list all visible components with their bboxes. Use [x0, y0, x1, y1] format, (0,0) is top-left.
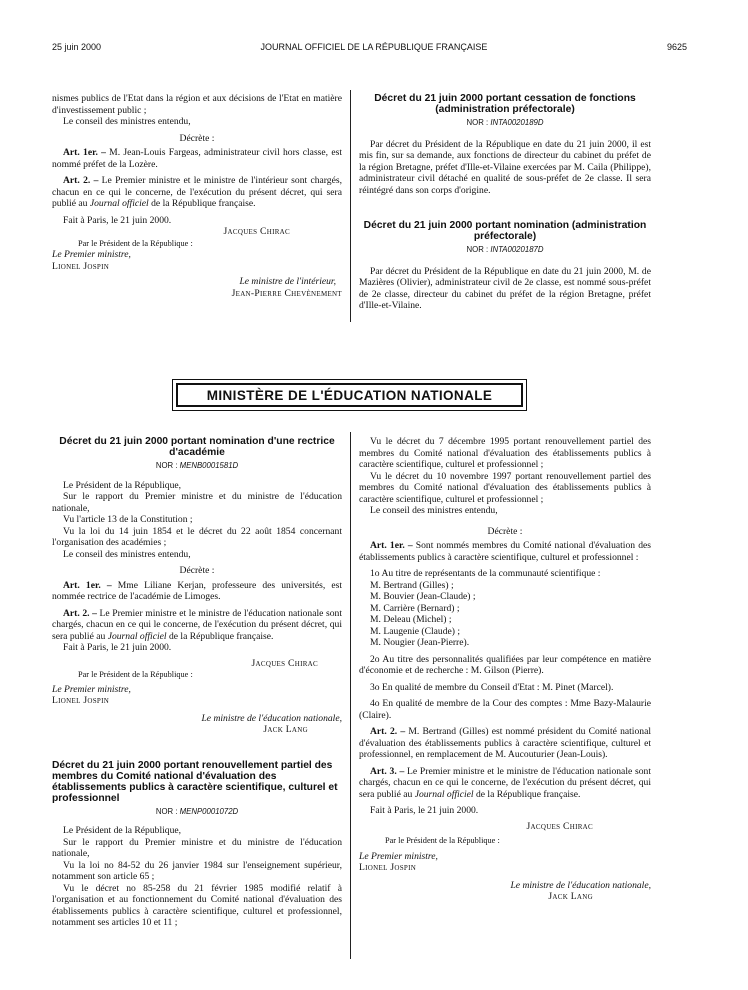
member-item: M. Carrière (Bernard) ;: [370, 602, 460, 614]
paragraph: Le conseil des ministres entendu,: [63, 116, 191, 127]
minister-title: Le ministre de l'éducation nationale,: [201, 712, 342, 724]
ministry-banner-title: MINISTÈRE DE L'ÉDUCATION NATIONALE: [176, 383, 523, 407]
bottom-left-column: [52, 436, 342, 929]
signer-president: Jacques Chirac: [223, 226, 290, 237]
decree-title: Décret du 21 juin 2000 portant renouvellement partiel des membres du Comité national d'évaluation des établissements publics à caractère scientifique, culturel et professionnel: [52, 759, 338, 804]
decree-title: Décret du 21 juin 2000 portant nomination (administration préfectorale): [363, 220, 647, 242]
decree-title: Décret du 21 juin 2000 portant cessation de fonctions (administration préfectorale): [374, 93, 636, 115]
nor-reference: NOR : MENB0001581D: [155, 461, 239, 470]
article-2: Art. 2. – Le Premier ministre et le ministre de l'intérieur sont chargés, chacun en ce qui le concerne, de l'exécution du présent décret, qui sera publié au Journal officiel de la République française.: [52, 175, 342, 209]
minister-title: Le ministre de l'éducation nationale,: [510, 879, 651, 891]
signer-president: Jacques Chirac: [526, 820, 593, 832]
nor-reference: NOR : INTA0020189D: [466, 118, 544, 127]
ministry-banner: [172, 379, 527, 411]
pm-name: Lionel Jospin: [359, 862, 417, 873]
signature-date: Fait à Paris, le 21 juin 2000.: [63, 642, 172, 653]
paragraph: Vu le décret du 10 novembre 1997 portant renouvellement partiel des membres du Comité national d'évaluation des établissements publics à caractère scientifique, culturel et professionnel ;: [359, 470, 651, 505]
signature-date: Fait à Paris, le 21 juin 2000.: [370, 805, 479, 816]
paragraph: Vu le décret no 85-258 du 21 février 1985 modifié relatif à l'organisation et au fonctionnement du Comité national d'évaluation des établissements publics à caractère scientifique, culturel et professionnel, notamment ses articles 10 et 11 ;: [52, 882, 342, 928]
bottom-right-column: [359, 436, 651, 903]
member-item: M. Deleau (Michel) ;: [370, 614, 452, 625]
category-3: 3o En qualité de membre du Conseil d'Etat : M. Pinet (Marcel).: [370, 681, 614, 693]
pm-name: Lionel Jospin: [52, 695, 110, 706]
signature-date: Fait à Paris, le 21 juin 2000.: [63, 214, 172, 226]
header-date: 25 juin 2000: [52, 42, 102, 52]
minister-name: Jean-Pierre Chevènement: [231, 287, 342, 299]
paragraph: Le conseil des ministres entendu,: [63, 548, 191, 560]
decrete-heading: Décrète :: [179, 565, 215, 576]
member-item: M. Laugenie (Claude) ;: [370, 625, 461, 637]
article-1: Art. 1er. – Mme Liliane Kerjan, professeure des universités, est nommée rectrice de l'académie de Limoges.: [52, 579, 342, 602]
nor-reference: NOR : INTA0020187D: [466, 245, 544, 254]
category-1: 1o Au titre de représentants de la communauté scientifique :: [370, 568, 601, 579]
paragraph: Le Président de la République,: [63, 825, 182, 836]
article-3: Art. 3. – Le Premier ministre et le ministre de l'éducation nationale sont chargés, chacun en ce qui le concerne, de l'exécution du présent décret, qui sera publié au Journal officiel de la République française.: [359, 765, 651, 800]
pm-title: Le Premier ministre,: [359, 850, 438, 862]
member-item: M. Bertrand (Gilles) ;: [370, 579, 454, 591]
paragraph: Vu la loi no 84-52 du 26 janvier 1984 sur l'enseignement supérieur, notamment son article 65 ;: [52, 859, 342, 882]
header-journal-title: JOURNAL OFFICIEL DE LA RÉPUBLIQUE FRANÇAISE: [260, 42, 488, 52]
pm-title: Le Premier ministre,: [52, 683, 131, 695]
paragraph: Sur le rapport du Premier ministre et du ministre de l'éducation nationale,: [52, 491, 342, 514]
member-item: M. Nougier (Jean-Pierre).: [370, 637, 470, 648]
decree-text: Par décret du Président de la République en date du 21 juin 2000, il est mis fin, sur sa demande, aux fonctions de directeur du cabinet du préfet de la région Bretagne, préfet d'Ille-et-Vilaine exercées par M. Caila (Philippe), administrateur civil détaché en qualité de sous-préfet de 2e classe. Il sera réintégré dans son corps d'origine.: [359, 138, 651, 196]
decree-text: Par décret du Président de la République en date du 21 juin 2000, M. de Mazières (Olivier), administrateur civil de 2e classe, est nommé sous-préfet de 2e classe, directeur du cabinet du préfet de la région Bretagne, préfet d'Ille-et-Vilaine.: [359, 265, 651, 311]
top-right-column: [359, 93, 651, 312]
header-page-number: 9625: [667, 42, 688, 52]
decrete-heading: Décrète :: [179, 132, 215, 144]
par-le-president: Par le Président de la République :: [78, 670, 193, 679]
paragraph: Vu le décret du 7 décembre 1995 portant renouvellement partiel des membres du Comité national d'évaluation des établissements publics à caractère scientifique, culturel et professionnel ;: [359, 436, 651, 470]
paragraph: Le Président de la République,: [63, 479, 182, 491]
minister-name: Jack Lang: [263, 724, 308, 735]
minister-title: Le ministre de l'intérieur,: [239, 276, 336, 287]
pm-title: Le Premier ministre,: [52, 249, 131, 260]
category-2: 2o Au titre des personnalités qualifiées par leur compétence en matière d'économie et de recherche : M. Gilson (Pierre).: [359, 653, 651, 676]
decree-title: Décret du 21 juin 2000 portant nomination d'une rectrice d'académie: [59, 436, 335, 458]
decrete-heading: Décrète :: [487, 525, 523, 537]
article-1: Art. 1er. – Sont nommés membres du Comité national d'évaluation des établissements publics à caractère scientifique, culturel et professionnel :: [359, 540, 651, 563]
paragraph: Vu l'article 13 de la Constitution ;: [63, 514, 193, 525]
member-item: M. Bouvier (Jean-Claude) ;: [370, 591, 476, 602]
category-4: 4o En qualité de membre de la Cour des comptes : Mme Bazy-Malaurie (Claire).: [359, 698, 651, 721]
top-left-column: [52, 93, 342, 299]
column-divider-top: [350, 90, 351, 322]
pm-name: Lionel Jospin: [52, 260, 110, 272]
par-le-president: Par le Président de la République :: [78, 238, 193, 248]
par-le-president: Par le Président de la République :: [385, 836, 500, 845]
article-1: Art. 1er. – M. Jean-Louis Fargeas, administrateur civil hors classe, est nommé préfet de la Lozère.: [52, 147, 342, 170]
column-divider-bottom: [350, 432, 351, 959]
paragraph: nismes publics de l'Etat dans la région et aux décisions de l'Etat en matière d'investissement public ;: [52, 93, 342, 116]
paragraph: Sur le rapport du Premier ministre et du ministre de l'éducation nationale,: [52, 836, 342, 859]
article-2: Art. 2. – Le Premier ministre et le ministre de l'éducation nationale sont chargés, chacun en ce qui le concerne, de l'exécution du présent décret, qui sera publié au Journal officiel de la République française.: [52, 607, 342, 642]
article-2: Art. 2. – M. Bertrand (Gilles) est nommé président du Comité national d'évaluation des établissements publics à caractère scientifique, culturel et professionnel, en remplacement de M. Aucouturier (Jean-Louis).: [359, 726, 651, 760]
signer-president: Jacques Chirac: [251, 657, 318, 669]
paragraph: Vu la loi du 14 juin 1854 et le décret du 22 août 1854 concernant l'organisation des académies ;: [52, 525, 342, 548]
paragraph: Le conseil des ministres entendu,: [370, 505, 498, 516]
nor-reference: NOR : MENP0001072D: [155, 806, 239, 816]
minister-name: Jack Lang: [548, 891, 593, 902]
